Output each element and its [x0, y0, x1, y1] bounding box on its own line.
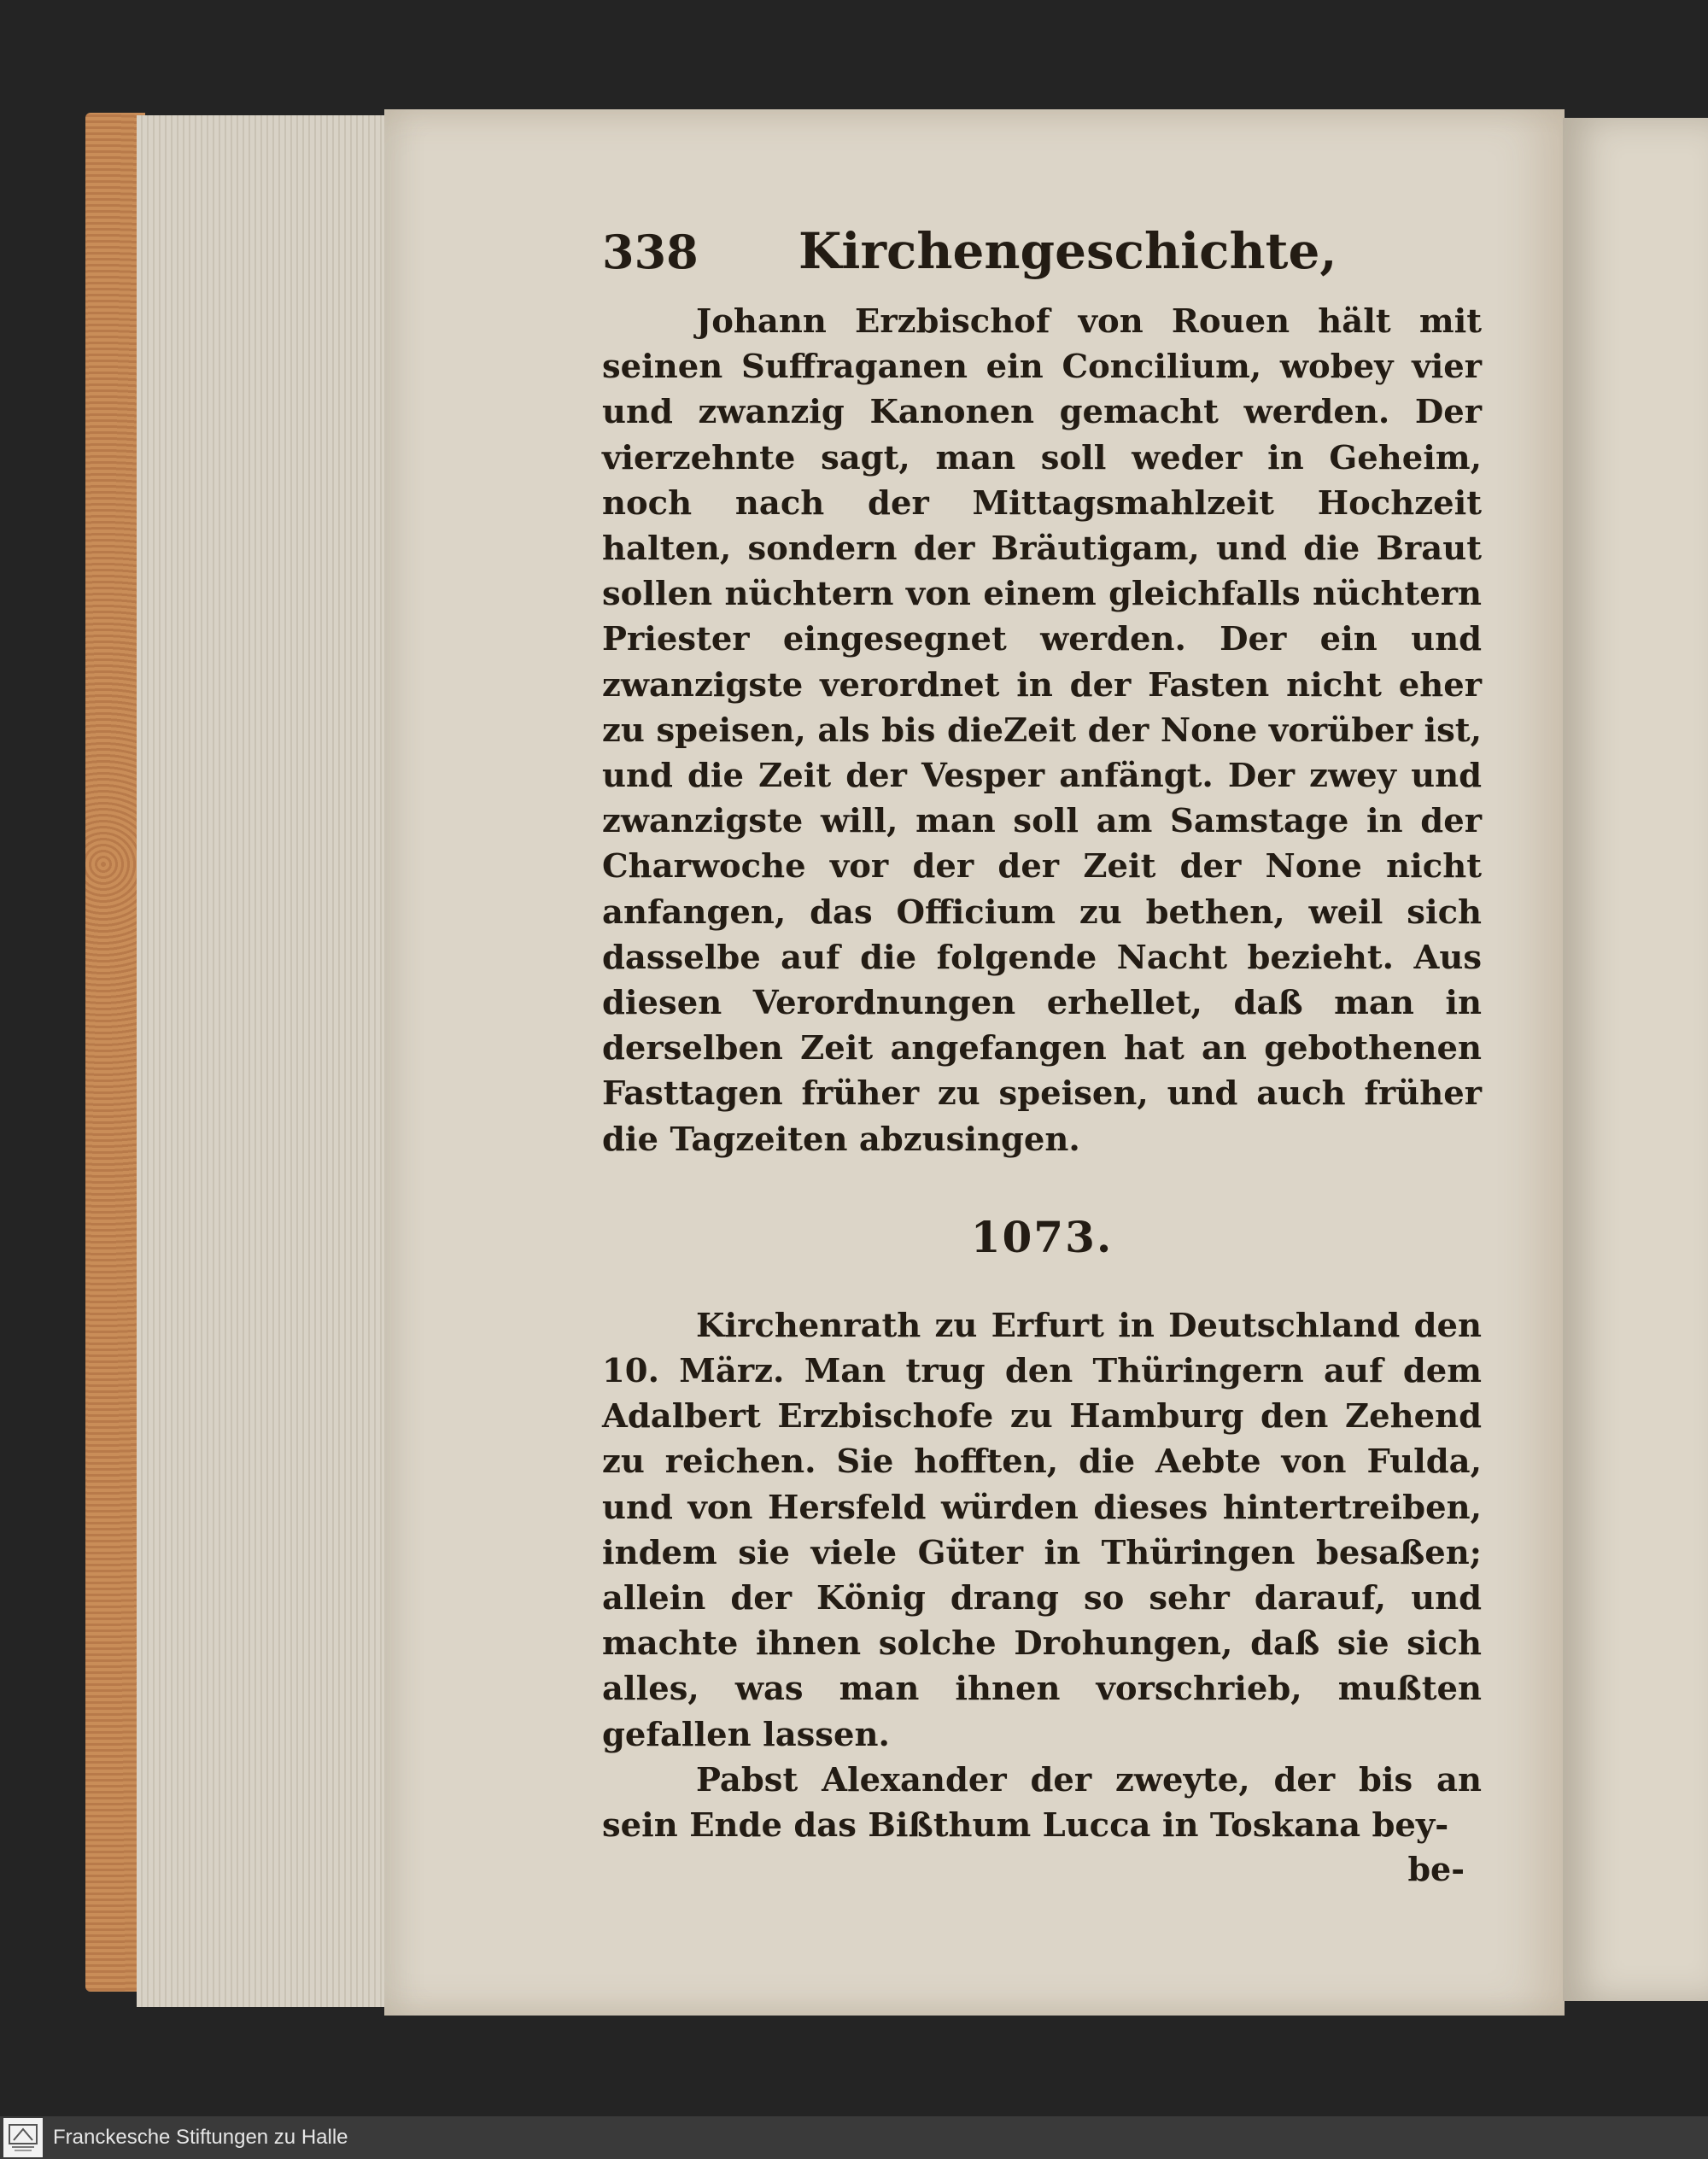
paragraph-rouen-council: Johann Erzbischof von Rouen hält mit seinen Suffraganen ein Concilium, wobey vier und zwanzig Kanonen gemacht werden. Der vierzehnte sagt, man soll weder in Geheim, noch nach der Mittagsmahlzeit Hochzeit halten, sondern der Bräutigam, und die Braut sollen nüchtern von einem gleichfalls nüchtern Priester eingesegnet werden. Der ein und zwanzigste verordnet in der Fasten nicht eher zu speisen, als bis dieZeit der None vorüber ist, und die Zeit der Vesper anfängt. Der zwey und zwanzigste will, man soll am Samstage in der Charwoche vor der der Zeit der None nicht anfangen, das Officium zu bethen, weil sich dasselbe auf die folgende Nacht bezieht. Aus diesen Verordnungen erhellet, daß man in derselben Zeit angefangen hat an gebothenen Fasttagen früher zu speisen, und auch früher die Tagzeiten abzusingen.	[602, 302, 1482, 1159]
catchword: be-	[1407, 1850, 1465, 1889]
page-stack-edge	[137, 115, 393, 2007]
page-number: 338	[602, 225, 699, 279]
year-heading: 1073.	[970, 1211, 1114, 1262]
paragraph-erfurt-council: Kirchenrath zu Erfurt in Deutschland den 10. März. Man trug den Thüringern auf dem Adalbert Erzbischofe zu Hamburg den Zehend zu reichen. Sie hofften, die Aebte von Fulda, und von Hersfeld würden dieses hintertreiben, indem sie viele Güter in Thüringen besaßen; allein der König drang so sehr darauf, und machte ihnen solche Drohungen, daß sie sich alles, was man ihnen vorschrieb, mußten gefallen lassen.	[602, 1306, 1482, 1754]
page-header	[602, 222, 1482, 299]
francke-foundation-logo-icon	[3, 2118, 43, 2157]
facing-page	[1563, 118, 1708, 2001]
paragraph-pope-alexander: Pabst Alexander der zweyte, der bis an sein Ende das Bißthum Lucca in Toskana bey-	[602, 1760, 1482, 1846]
footer-institution-name: Franckesche Stiftungen zu Halle	[53, 2126, 348, 2149]
footer-bar	[0, 2116, 1708, 2159]
page-text-block	[602, 222, 1482, 1891]
running-title: Kirchengeschichte,	[798, 222, 1337, 280]
